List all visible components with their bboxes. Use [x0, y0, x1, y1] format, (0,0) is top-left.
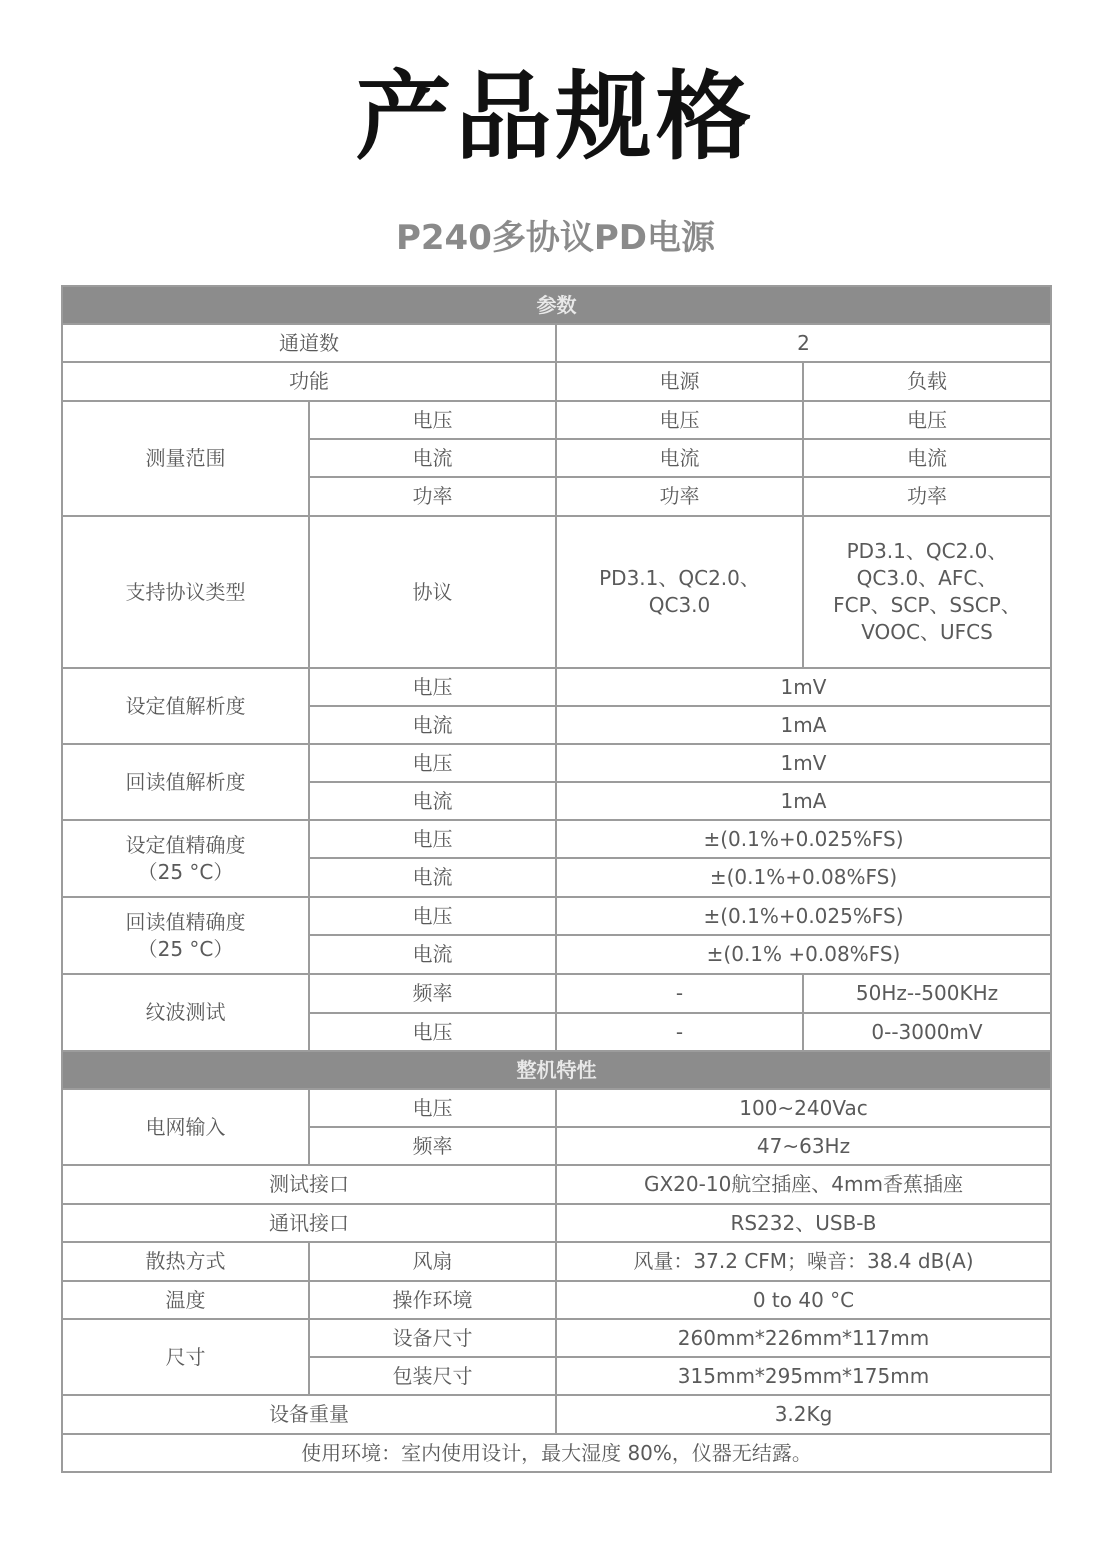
measure-current-source: 电流	[556, 439, 803, 477]
package-size-value: 315mm*295mm*175mm	[556, 1357, 1051, 1395]
ripple-voltage-value: 0--3000mV	[803, 1013, 1051, 1051]
function-source: 电源	[556, 362, 803, 401]
read-resolution-current-label: 电流	[309, 782, 556, 820]
size-label: 尺寸	[62, 1319, 309, 1395]
read-accuracy-voltage-value: ±(0.1%+0.025%FS)	[556, 897, 1051, 935]
spec-table	[61, 285, 1052, 1473]
temperature-value: 0 to 40 °C	[556, 1281, 1051, 1319]
package-size-label: 包装尺寸	[309, 1357, 556, 1395]
set-resolution-voltage-label: 电压	[309, 668, 556, 706]
read-accuracy-voltage-label: 电压	[309, 897, 556, 935]
ripple-voltage-label: 电压	[309, 1013, 556, 1051]
protocol-sub-label: 协议	[309, 516, 556, 668]
cooling-label: 散热方式	[62, 1242, 309, 1281]
comm-port-label: 通讯接口	[62, 1204, 556, 1242]
read-accuracy-current-label: 电流	[309, 935, 556, 974]
grid-input-label: 电网输入	[62, 1089, 309, 1165]
set-accuracy-current-value: ±(0.1%+0.08%FS)	[556, 858, 1051, 897]
weight-value: 3.2Kg	[556, 1395, 1051, 1434]
set-resolution-voltage-value: 1mV	[556, 668, 1051, 706]
test-port-value: GX20-10航空插座、4mm香蕉插座	[556, 1165, 1051, 1204]
cooling-sub-label: 风扇	[309, 1242, 556, 1281]
grid-freq-value: 47~63Hz	[556, 1127, 1051, 1165]
set-accuracy-voltage-label: 电压	[309, 820, 556, 858]
weight-label: 设备重量	[62, 1395, 556, 1434]
product-subtitle: P240多协议PD电源	[395, 218, 716, 258]
measure-power-load: 功率	[803, 477, 1051, 516]
read-resolution-voltage-value: 1mV	[556, 744, 1051, 782]
temperature-sub-label: 操作环境	[309, 1281, 556, 1319]
read-accuracy-current-value: ±(0.1% +0.08%FS)	[556, 935, 1051, 974]
channels-label: 通道数	[62, 324, 556, 362]
page-title: 产品规格	[355, 61, 756, 173]
device-size-label: 设备尺寸	[309, 1319, 556, 1357]
measure-current-load: 电流	[803, 439, 1051, 477]
grid-freq-label: 频率	[309, 1127, 556, 1165]
test-port-label: 测试接口	[62, 1165, 556, 1204]
section-header-machine: 整机特性	[62, 1051, 1051, 1089]
ripple-freq-source: -	[556, 974, 803, 1013]
ripple-freq-label: 频率	[309, 974, 556, 1013]
set-resolution-label: 设定值解析度	[62, 668, 309, 744]
cooling-value: 风量：37.2 CFM；噪音：38.4 dB(A)	[556, 1242, 1051, 1281]
grid-voltage-value: 100~240Vac	[556, 1089, 1051, 1127]
protocol-source-value: PD3.1、QC2.0、 QC3.0	[556, 516, 803, 668]
measure-voltage-label: 电压	[309, 401, 556, 439]
comm-port-value: RS232、USB-B	[556, 1204, 1051, 1242]
ripple-freq-value: 50Hz--500KHz	[803, 974, 1051, 1013]
set-accuracy-current-label: 电流	[309, 858, 556, 897]
protocol-load-value: PD3.1、QC2.0、 QC3.0、AFC、 FCP、SCP、SSCP、 VOOC、UFCS	[803, 516, 1051, 668]
ripple-voltage-source: -	[556, 1013, 803, 1051]
temperature-label: 温度	[62, 1281, 309, 1319]
measure-voltage-load: 电压	[803, 401, 1051, 439]
grid-voltage-label: 电压	[309, 1089, 556, 1127]
set-resolution-current-value: 1mA	[556, 706, 1051, 744]
set-accuracy-voltage-value: ±(0.1%+0.025%FS)	[556, 820, 1051, 858]
function-load: 负载	[803, 362, 1051, 401]
set-accuracy-label: 设定值精确度 （25 °C）	[62, 820, 309, 897]
ripple-test-label: 纹波测试	[62, 974, 309, 1051]
read-resolution-voltage-label: 电压	[309, 744, 556, 782]
protocol-label: 支持协议类型	[62, 516, 309, 668]
read-resolution-current-value: 1mA	[556, 782, 1051, 820]
measure-power-label: 功率	[309, 477, 556, 516]
function-label: 功能	[62, 362, 556, 401]
environment-note: 使用环境：室内使用设计，最大湿度 80%，仪器无结露。	[62, 1434, 1051, 1472]
measure-current-label: 电流	[309, 439, 556, 477]
set-resolution-current-label: 电流	[309, 706, 556, 744]
measure-power-source: 功率	[556, 477, 803, 516]
measure-range-label: 测量范围	[62, 401, 309, 516]
read-accuracy-label: 回读值精确度 （25 °C）	[62, 897, 309, 974]
section-header-params: 参数	[62, 286, 1051, 324]
measure-voltage-source: 电压	[556, 401, 803, 439]
read-resolution-label: 回读值解析度	[62, 744, 309, 820]
channels-value: 2	[556, 324, 1051, 362]
device-size-value: 260mm*226mm*117mm	[556, 1319, 1051, 1357]
